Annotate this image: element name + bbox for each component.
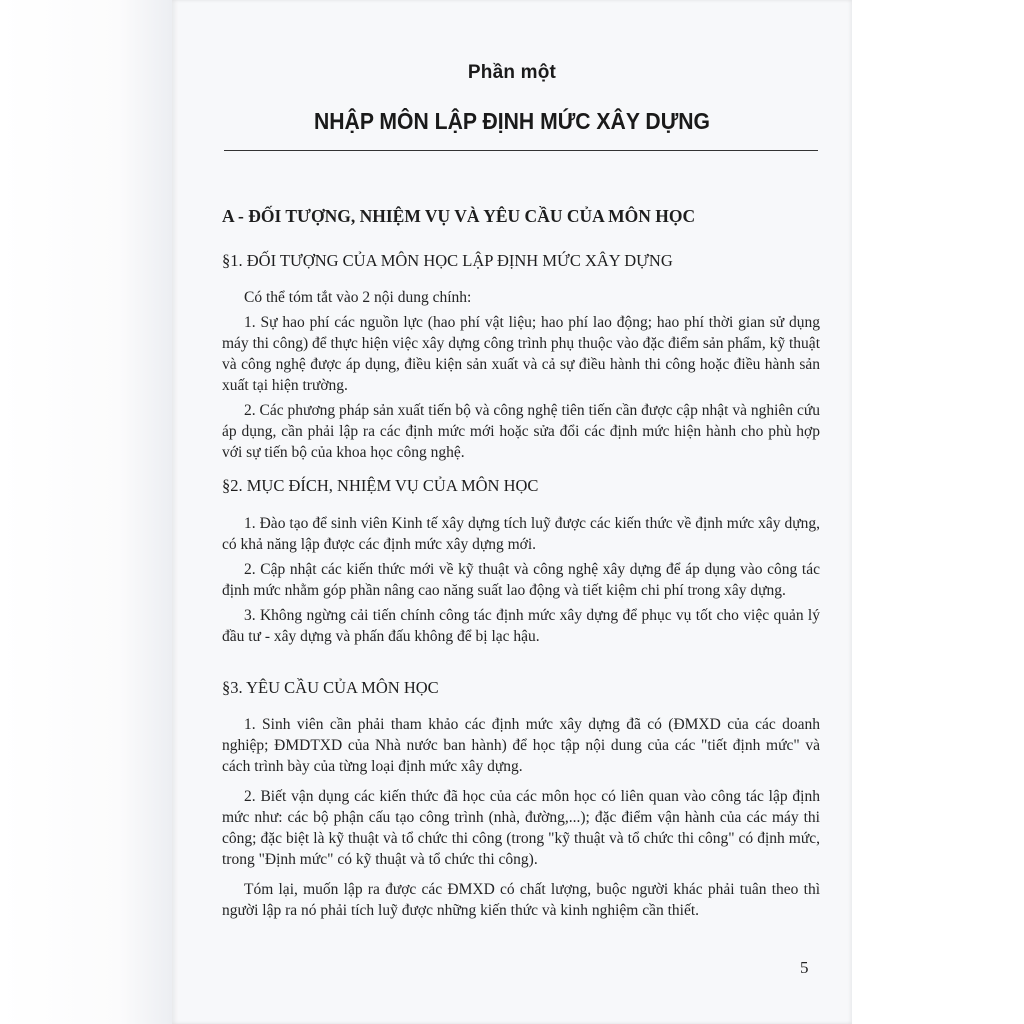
section-2-body xyxy=(222,513,820,647)
section-3-item-2: 2. Biết vận dụng các kiến thức đã học của các môn học có liên quan vào công tác lập định mức như: các bộ phận cấu tạo công trình (nhà, đường,...); đặc điểm vận hành của các máy thi công; đặc biệt là kỹ thuật và tổ chức thi công (trong "kỹ thuật và tổ chức thi công" có định mức, trong "Định mức" có kỹ thuật và tổ chức thi công). xyxy=(222,788,820,868)
section-1-intro: Có thể tóm tắt vào 2 nội dung chính: xyxy=(244,289,472,306)
part-title: NHẬP MÔN LẬP ĐỊNH MỨC XÂY DỰNG xyxy=(313,108,711,134)
section-2-item-2: 2. Cập nhật các kiến thức mới về kỹ thuật và công nghệ xây dựng để áp dụng vào công tác định mức nhằm góp phần nâng cao năng suất lao động và tiết kiệm chi phí trong xây dựng. xyxy=(222,561,820,599)
page-number: 5 xyxy=(800,958,809,977)
section-3-item-1: 1. Sinh viên cần phải tham khảo các định mức xây dựng đã có (ĐMXD của các doanh nghiệp; ĐMDTXD của Nhà nước ban hành) để học tập nội dung của các "tiết định mức" và cách trình bày của từng loại định mức xây dựng. xyxy=(222,716,820,775)
part-label: Phần một xyxy=(467,62,557,83)
background-right xyxy=(852,0,1024,1024)
section-3-conclusion: Tóm lại, muốn lập ra được các ĐMXD có chất lượng, buộc người khác phải tuân theo thì người lập ra nó phải tích luỹ được những kiến thức và kinh nghiệm cần thiết. xyxy=(222,881,820,919)
title-rule xyxy=(224,150,818,151)
section-1-heading: §1. ĐỐI TƯỢNG CỦA MÔN HỌC LẬP ĐỊNH MỨC XÂY DỰNG xyxy=(222,251,673,270)
section-3-heading: §3. YÊU CẦU CỦA MÔN HỌC xyxy=(222,678,439,697)
section-1-item-2: 2. Các phương pháp sản xuất tiến bộ và công nghệ tiên tiến cần được cập nhật và nghiên cứu áp dụng, cần phải lập ra các định mức mới hoặc sửa đổi các định mức hiện hành cho phù hợp với sự tiến bộ của khoa học công nghệ. xyxy=(222,402,820,461)
section-3-body xyxy=(222,714,820,921)
section-2-item-3: 3. Không ngừng cải tiến chính công tác định mức xây dựng để phục vụ tốt cho việc quản lý đầu tư - xây dựng và phấn đấu không để bị lạc hậu. xyxy=(222,607,820,645)
section-2-item-1: 1. Đào tạo để sinh viên Kinh tế xây dựng tích luỹ được các kiến thức về định mức xây dựng, có khả năng lập được các định mức xây dựng mới. xyxy=(222,515,820,553)
section-2-heading: §2. MỤC ĐÍCH, NHIỆM VỤ CỦA MÔN HỌC xyxy=(222,476,539,495)
section-a-heading: A - ĐỐI TƯỢNG, NHIỆM VỤ VÀ YÊU CẦU CỦA MÔN HỌC xyxy=(222,206,696,226)
background-left xyxy=(0,0,172,1024)
section-1-item-1: 1. Sự hao phí các nguồn lực (hao phí vật liệu; hao phí lao động; hao phí thời gian sử dụng máy thi công) để thực hiện việc xây dựng công trình phụ thuộc vào đặc điểm sản phẩm, kỹ thuật và công nghệ được áp dụng, điều kiện sản xuất và cả sự điều hành thi công hoặc điều hành sản xuất tại hiện trường. xyxy=(222,314,820,394)
section-1-body xyxy=(222,287,820,463)
